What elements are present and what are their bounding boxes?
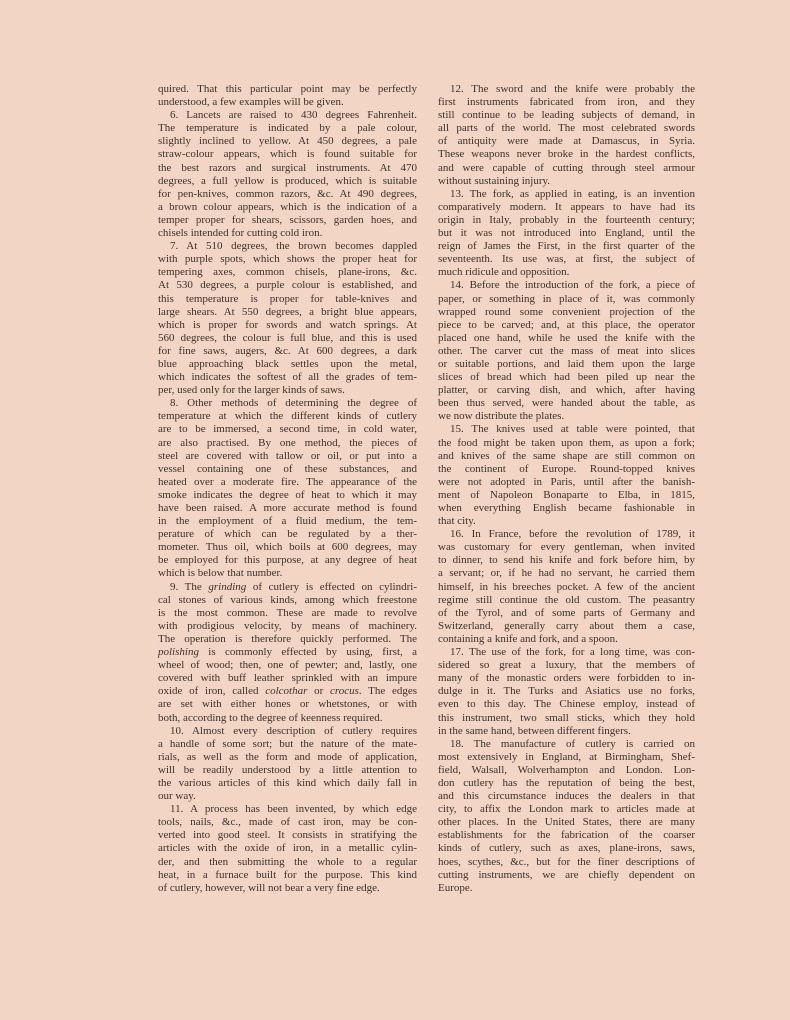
text-line: of the Tyrol, and of some parts of Germany and bbox=[438, 606, 695, 619]
paragraph bbox=[438, 423, 695, 528]
text-line: to dinner, to send his knife and fork before him, by bbox=[438, 554, 695, 567]
text-line: will be readily understood by a little attention to bbox=[158, 763, 417, 776]
text-line: 7. At 510 degrees, the brown becomes dappled bbox=[170, 240, 417, 253]
text-line: city, to affix the London mark to articles made at bbox=[438, 803, 695, 816]
paragraph bbox=[438, 279, 695, 423]
text-line: slices of bread which had been piled up near the bbox=[438, 371, 695, 384]
italic-term: grinding bbox=[208, 580, 247, 593]
text-line: other places. In the United States, there are many bbox=[438, 816, 695, 829]
text-line: this instrument, two small sticks, which they hold bbox=[438, 711, 695, 724]
text-line: chisels intended for cutting cold iron. bbox=[158, 227, 323, 240]
text-segment: is commonly effected by using, first, a bbox=[198, 646, 417, 659]
text-line: the best razors and surgical instruments. At 470 bbox=[158, 161, 417, 174]
paragraph bbox=[438, 83, 695, 188]
text-line: 8. Other methods of determining the degree of bbox=[170, 397, 417, 410]
text-line: temperature at which the different kinds of cutlery bbox=[158, 410, 417, 423]
text-line: tools, nails, &c., made of cast iron, may be con- bbox=[158, 816, 417, 829]
text-line: 11. A process has been invented, by which edge bbox=[170, 803, 417, 816]
text-line: containing a knife and fork, and a spoon. bbox=[438, 632, 618, 645]
text-line: was customary for every gentleman, when invited bbox=[438, 541, 695, 554]
text-line: wrapped round some convenient projection of the bbox=[438, 305, 695, 318]
text-line: mometer. Thus oil, which boils at 600 degrees, may bbox=[158, 541, 417, 554]
text-line: kinds of cutlery, such as axes, plane-irons, saws, bbox=[438, 842, 695, 855]
text-line: the food might be taken upon them, as upon a fork; bbox=[438, 436, 695, 449]
text-line: comparatively modern. It appears to have had its bbox=[438, 200, 695, 213]
text-line: been thus served, were handed about the table, as bbox=[438, 397, 695, 410]
text-line: with purple spots, which shows the proper heat for bbox=[158, 253, 417, 266]
text-line: in the employment of a fluid medium, the tem- bbox=[158, 515, 417, 528]
text-line: be employed for this purpose, at any degree of heat bbox=[158, 554, 417, 567]
text-line: which is proper for swords and watch springs. At bbox=[158, 318, 417, 331]
text-line: ment of Napoleon Bonaparte to Elba, in 1815, bbox=[438, 488, 695, 501]
text-line: vessel containing one of these substances, and bbox=[158, 462, 417, 475]
text-line: perature of which can be regulated by a ther- bbox=[158, 528, 417, 541]
text-line: 17. The use of the fork, for a long time, was con- bbox=[450, 646, 695, 659]
text-line: per, used only for the larger kinds of saws. bbox=[158, 384, 345, 397]
text-line: dulge in it. The Turks and Asiatics use no forks, bbox=[438, 685, 695, 698]
text-line: but it was not introduced into England, until the bbox=[438, 227, 695, 240]
text-line: without sustaining injury. bbox=[438, 174, 551, 187]
text-line: 12. The sword and the knife were probably the bbox=[450, 83, 695, 95]
text-line: 13. The fork, as applied in eating, is an invention bbox=[450, 187, 695, 200]
text-line: are set with either hones or whetstones, or with bbox=[158, 698, 417, 711]
text-line: piece to be carved; and, at this place, the operator bbox=[438, 318, 695, 331]
text-line: straw-colour appears, which is found suitable for bbox=[158, 148, 417, 161]
column-left bbox=[158, 83, 417, 895]
text-line: der, and then submitting the whole to a regular bbox=[158, 855, 417, 868]
text-line: other. The carver cut the mass of meat into slices bbox=[438, 344, 695, 357]
text-line: which is below that number. bbox=[158, 567, 283, 580]
text-line: platter, or carving dish, and which, after having bbox=[438, 384, 695, 397]
paragraph bbox=[158, 581, 417, 725]
text-segment: . The edges bbox=[358, 685, 417, 698]
paragraph bbox=[158, 240, 417, 397]
text-line: still continue to be leading subjects of demand, in bbox=[438, 109, 695, 122]
text-line: At 530 degrees, a purple colour is established, and bbox=[158, 279, 417, 292]
text-line: degrees, a full yellow is produced, which is suitable bbox=[158, 174, 417, 187]
text-line: or suitable portions, and laid them upon the large bbox=[438, 357, 695, 370]
text-line: temper proper for shears, scissors, garden hoes, and bbox=[158, 213, 417, 226]
text-line: this temperature is proper for table-knives and bbox=[158, 292, 417, 305]
text-line: The temperature is indicated by a pale colour, bbox=[158, 122, 417, 135]
text-line: have been raised. A more accurate method is found bbox=[158, 502, 417, 514]
text-line: himself, in his breeches pocket. A few of the ancient bbox=[438, 580, 695, 593]
text-line: heat, in a furnace built for the purpose. This kind bbox=[158, 868, 417, 881]
text-line: articles with the oxide of iron, in a metallic cylin- bbox=[158, 842, 417, 855]
paragraph bbox=[438, 646, 695, 738]
text-line: The operation is therefore quickly performed. The bbox=[158, 632, 417, 645]
text-line: most extensively in England, at Birmingham, Shef- bbox=[438, 750, 695, 763]
text-line: is the most common. These are made to revolve bbox=[158, 606, 417, 619]
text-line bbox=[158, 685, 417, 698]
text-line: are also practised. By one method, the pieces of bbox=[158, 436, 417, 449]
text-line: the various articles of this kind which daily fall in bbox=[158, 776, 417, 789]
text-line: a servant; or, if he had no servant, he carried them bbox=[438, 567, 695, 580]
text-line: we now distribute the plates. bbox=[438, 410, 565, 423]
text-line: These weapons never broke in the hardest conflicts, bbox=[438, 148, 695, 161]
text-line: paper, or something in place of it, was commonly bbox=[438, 292, 695, 305]
text-line: a handle of some sort; but the nature of the mate- bbox=[158, 737, 417, 750]
italic-term: polishing bbox=[158, 646, 199, 659]
paragraph bbox=[158, 803, 417, 895]
text-line: wheel of wood; then, one of pewter; and, lastly, one bbox=[158, 659, 417, 672]
paragraph bbox=[438, 528, 695, 646]
text-line: placed one hand, while he used the knife with the bbox=[438, 331, 695, 344]
text-line bbox=[158, 646, 417, 659]
text-line: of antiquity were made at Damascus, in Syria. bbox=[438, 135, 695, 148]
text-line: hoes, scythes, &c., but for the finer descriptions of bbox=[438, 855, 695, 868]
text-segment: of cutlery is effected on cylindri- bbox=[246, 580, 417, 593]
text-line: all parts of the world. The most celebrated swords bbox=[438, 122, 695, 135]
text-line bbox=[158, 581, 417, 594]
text-line: 14. Before the introduction of the fork, a piece of bbox=[450, 279, 695, 292]
paragraph bbox=[438, 188, 695, 280]
text-line: Europe. bbox=[438, 881, 473, 894]
text-line: 6. Lancets are raised to 430 degrees Fahrenheit. bbox=[170, 109, 417, 122]
italic-term: colcothar bbox=[265, 685, 308, 698]
text-line: even to this day. The Chinese employ, instead of bbox=[438, 698, 695, 711]
text-line: a brown colour appears, which is the indication of a bbox=[158, 200, 417, 213]
text-line: our way. bbox=[158, 790, 196, 803]
text-segment: or bbox=[307, 685, 330, 698]
text-line: cal stones of various kinds, among which freestone bbox=[158, 593, 417, 606]
text-line: seventeenth. Its use was, at first, the subject of bbox=[438, 253, 695, 266]
text-line: origin in Italy, probably in the fourteenth century; bbox=[438, 213, 695, 226]
text-line: steel are covered with tallow or oil, or put into a bbox=[158, 449, 417, 462]
text-line: tempering axes, common chisels, plane-irons, &c. bbox=[158, 266, 417, 279]
text-line: 18. The manufacture of cutlery is carried on bbox=[450, 737, 695, 750]
paragraph bbox=[158, 109, 417, 240]
text-segment: 9. The bbox=[170, 580, 209, 593]
text-line: regime still continue the old custom. The peasantry bbox=[438, 593, 695, 606]
text-line: the continent of Europe. Round-topped knives bbox=[438, 462, 695, 475]
text-line: and were capable of cutting through steel armour bbox=[438, 161, 695, 174]
text-line: that city. bbox=[438, 515, 476, 528]
text-line: much ridicule and opposition. bbox=[438, 266, 570, 279]
paragraph bbox=[158, 83, 417, 109]
text-segment: oxide of iron, called bbox=[158, 685, 266, 698]
text-line: first instruments fabricated from iron, and they bbox=[438, 96, 695, 109]
text-line: 10. Almost every description of cutlery requires bbox=[170, 724, 417, 737]
text-line: don cutlery has the reputation of being the best, bbox=[438, 776, 695, 789]
text-line: sidered so great a luxury, that the members of bbox=[438, 659, 695, 672]
text-line: 15. The knives used at table were pointed, that bbox=[450, 423, 695, 436]
text-line: 560 degrees, the colour is full blue, and this is used bbox=[158, 331, 417, 344]
text-line: many of the monastic orders were forbidden to in- bbox=[438, 672, 695, 685]
text-line: smoke indicates the degree of heat to which it may bbox=[158, 488, 417, 501]
text-line: quired. That this particular point may be perfectly bbox=[158, 83, 417, 95]
text-line: field, Walsall, Wolverhampton and London. Lon- bbox=[438, 763, 695, 776]
text-line: large shears. At 550 degrees, a bright blue appears, bbox=[158, 305, 417, 318]
text-line: covered with buff leather sprinkled with an impure bbox=[158, 672, 417, 685]
italic-term: crocus bbox=[329, 685, 359, 698]
text-line: Switzerland, generally carry about them a case, bbox=[438, 619, 695, 632]
paragraph bbox=[158, 397, 417, 580]
text-line: slightly inclined to yellow. At 450 degrees, a pale bbox=[158, 135, 417, 148]
text-line: when everything English became fashionable in bbox=[438, 502, 695, 514]
text-line: verted into good steel. It consists in stratifying the bbox=[158, 829, 417, 842]
column-right bbox=[438, 83, 695, 895]
text-line: with prodigious velocity, by means of machinery. bbox=[158, 619, 417, 632]
text-line: blue approaching black settles upon the metal, bbox=[158, 357, 417, 370]
text-line: were not adopted in Paris, until after the banish- bbox=[438, 475, 695, 488]
text-line: and this circumstance induces the dealers in that bbox=[438, 790, 695, 803]
text-line: 16. In France, before the revolution of 1789, it bbox=[450, 528, 695, 541]
paragraph bbox=[438, 738, 695, 895]
text-line: are to be immersed, a second time, in cold water, bbox=[158, 423, 417, 436]
text-line: rials, as well as the form and mode of application, bbox=[158, 750, 417, 763]
text-line: in the same hand, between different fingers. bbox=[438, 724, 631, 737]
text-line: understood, a few examples will be given. bbox=[158, 96, 344, 109]
paragraph bbox=[158, 725, 417, 804]
text-line: which indicates the softest of all the grades of tem- bbox=[158, 371, 417, 384]
text-line: of cutlery, however, will not bear a very fine edge. bbox=[158, 881, 380, 894]
text-line: for fine saws, augers, &c. At 600 degrees, a dark bbox=[158, 344, 417, 357]
text-line: and knives of the same shape are still common on bbox=[438, 449, 695, 462]
text-line: heated over a moderate fire. The appearance of the bbox=[158, 475, 417, 488]
text-line: reign of James the First, in the first quarter of the bbox=[438, 240, 695, 253]
text-line: both, according to the degree of keenness required. bbox=[158, 711, 383, 724]
text-line: establishments for the fabrication of the coarser bbox=[438, 829, 695, 842]
text-line: for pen-knives, common razors, &c. At 490 degrees, bbox=[158, 187, 417, 200]
text-line: cutting instruments, we are chiefly dependent on bbox=[438, 868, 695, 881]
